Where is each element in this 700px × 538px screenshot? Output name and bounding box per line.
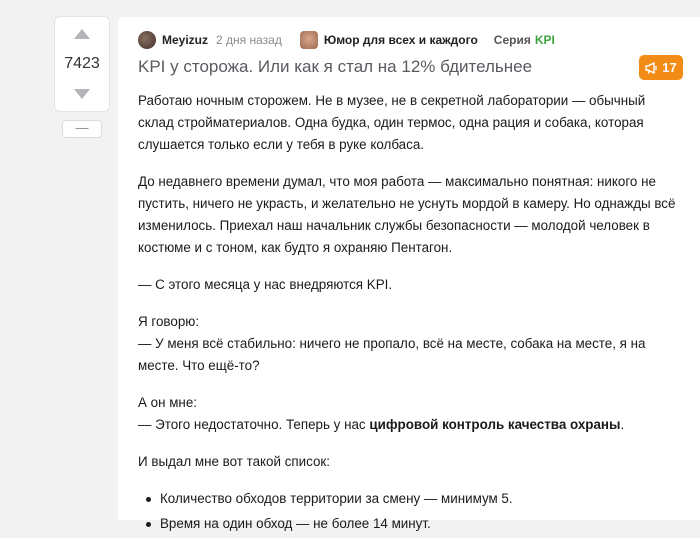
paragraph-5-line-2: — Этого недостаточно. Теперь у нас: [138, 417, 370, 432]
list-item: Количество обходов территории за смену — минимум 5.: [160, 488, 683, 510]
post-body: [138, 90, 683, 538]
paragraph-6: И выдал мне вот такой список:: [138, 454, 330, 469]
post-meta: [138, 30, 555, 50]
list-item: Время на один обход — не более 14 минут.: [160, 513, 683, 535]
post-date: 2 дня назад: [216, 33, 282, 47]
community-avatar[interactable]: [300, 31, 318, 49]
upvote-arrow-icon[interactable]: [74, 29, 90, 39]
paragraph-3: — С этого месяца у нас внедряются KPI.: [138, 277, 393, 292]
paragraph-5: [138, 392, 683, 436]
reactions-badge[interactable]: [639, 55, 683, 80]
paragraph-2: До недавнего времени думал, что моя работа — максимально понятная: никого не пустить, ничего не украсть, и желательно не уснуть мордой в камеру. Но однажды всё изменилось. Приехал наш начальник службы безопасности — молодой человек в костюме и с тоном, как будто я охраняю Пентагон.: [138, 174, 676, 255]
reactions-count: 17: [662, 60, 677, 75]
vote-widget: [54, 16, 110, 112]
bold-phrase: цифровой контроль качества охраны: [369, 417, 621, 432]
community-name[interactable]: Юмор для всех и каждого: [323, 33, 478, 47]
author-avatar[interactable]: [138, 31, 156, 49]
downvote-arrow-icon[interactable]: [74, 89, 90, 99]
paragraph-1: Работаю ночным сторожем. Не в музее, не в секретной лаборатории — обычный склад стройматериалов. Одна будка, один термос, одна рация и собака, которая слушается только если у тебя в руке колбаса.: [138, 93, 646, 152]
post-card: [118, 17, 700, 531]
paragraph-5-end: .: [620, 417, 625, 432]
vote-count: 7423: [64, 55, 100, 72]
author-name[interactable]: Meyizuz: [162, 33, 209, 47]
post-title[interactable]: KPI у сторожа. Или как я стал на 12% бдительнее: [138, 57, 533, 76]
paragraph-5-line-1: А он мне:: [138, 395, 197, 410]
collapse-minus-icon[interactable]: —: [62, 120, 102, 138]
megaphone-icon: [645, 62, 658, 74]
vote-column: [0, 0, 118, 520]
series-link[interactable]: KPI: [534, 33, 555, 47]
paragraph-4: [138, 311, 683, 377]
paragraph-4-line-1: Я говорю:: [138, 314, 200, 329]
series-label: Серия: [493, 33, 531, 47]
kpi-list: [138, 488, 683, 535]
paragraph-4-line-2: — У меня всё стабильно: ничего не пропало, всё на месте, собака на месте, я на месте. Что ещё-то?: [138, 336, 646, 373]
